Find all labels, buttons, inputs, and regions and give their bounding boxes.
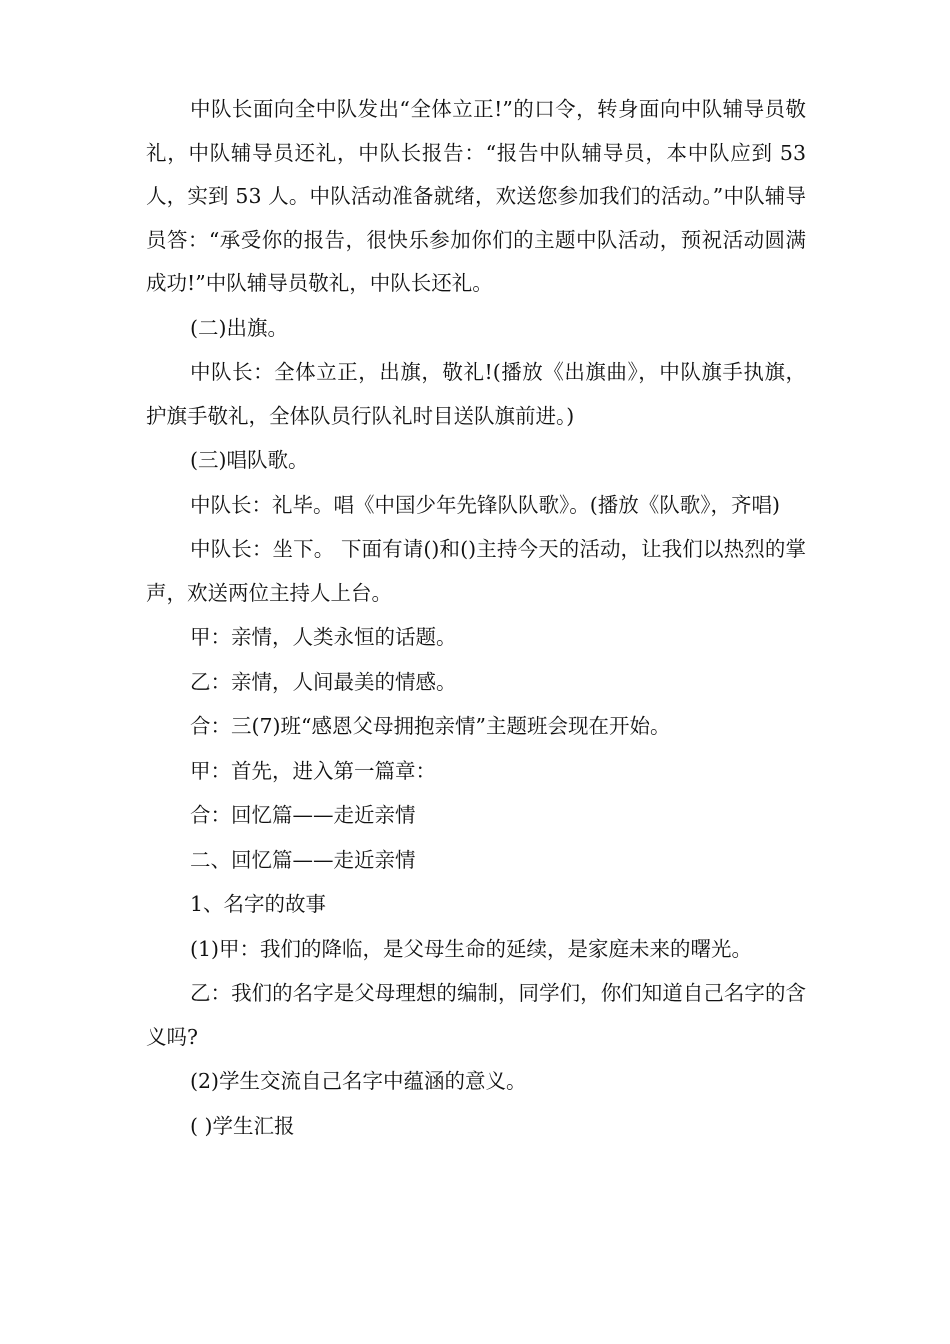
paragraph-sing-anthem: 中队长：礼毕。唱《中国少年先锋队队歌》。(播放《队歌》，齐唱): [190, 492, 780, 517]
paragraph-name-story: 1、名字的故事: [190, 892, 327, 916]
paragraph-host-b-line-1: 乙：亲情，人间最美的情感。: [190, 669, 457, 694]
paragraph-student-report: ( )学生汇报: [190, 1113, 295, 1138]
paragraph-together-start: 合：三(7)班“感恩父母拥抱亲情”主题班会现在开始。: [190, 714, 671, 738]
paragraph-host-a-line-3: (1)甲：我们的降临，是父母生命的延续，是家庭未来的曙光。: [190, 936, 753, 961]
paragraph-flag-salute: 中队长：全体立正，出旗，敬礼!(播放《出旗曲》，中队旗手执旗，护旗手敬礼，全体队员行队礼时目送队旗前进。): [146, 360, 806, 428]
paragraph-section-memory: 二、回忆篇——走近亲情: [190, 847, 416, 872]
paragraph-host-a-line-1: 甲：亲情，人类永恒的话题。: [190, 625, 457, 649]
paragraph-opening-report: 中队长面向全中队发出“全体立正!”的口令，转身面向中队辅导员敬礼，中队辅导员还礼，中队长报告：“报告中队辅导员，本中队应到 53 人，实到 53 人。中队活动准备就绪，欢送您参加我们的活动。”中队辅导员答：“承受你的报告，很快乐参加你们的主题中队活动，预祝活动圆满成功!”中队辅导员敬礼，中队长还礼。: [146, 97, 806, 295]
paragraph-section-flag: (二)出旗。: [190, 315, 288, 340]
paragraph-host-b-line-2: 乙：我们的名字是父母理想的编制，同学们，你们知道自己名字的含义吗?: [146, 981, 806, 1049]
paragraph-student-exchange: (2)学生交流自己名字中蕴涵的意义。: [190, 1069, 527, 1093]
document-body: [146, 88, 806, 1149]
paragraph-host-a-line-2: 甲：首先，进入第一篇章：: [190, 758, 436, 783]
paragraph-together-chapter: 合：回忆篇——走近亲情: [190, 803, 416, 827]
paragraph-section-song: (三)唱队歌。: [190, 448, 309, 472]
paragraph-invite-hosts: 中队长：坐下。 下面有请()和()主持今天的活动，让我们以热烈的掌声，欢送两位主持人上台。: [146, 537, 806, 605]
